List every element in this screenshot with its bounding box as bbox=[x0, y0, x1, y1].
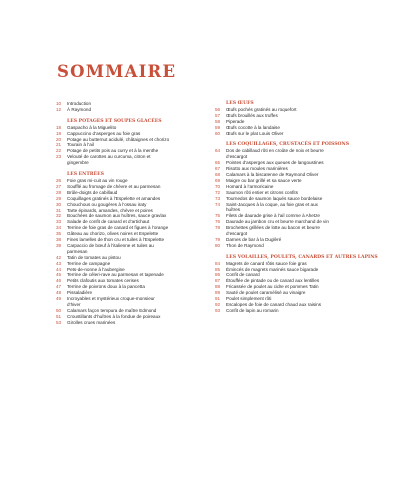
toc-entry bbox=[56, 160, 216, 166]
section-heading: LES VOLAILLES, POULETS, CANARDS ET AUTRES LAPINS bbox=[226, 254, 378, 260]
entry-title: Risotto aux moules marinières bbox=[226, 166, 288, 172]
page-number: 60 bbox=[215, 130, 221, 136]
entry-title: Fines lamelles de thon cru et tuiles à l’Espelette bbox=[67, 237, 165, 243]
entry-title: Brochettes grillées de lotte au bacon et beurre bbox=[226, 225, 320, 231]
page-number: 27 bbox=[56, 183, 62, 189]
page-number: 47 bbox=[56, 284, 62, 290]
entry-title: Potage de petits pois au curry et à la menthe bbox=[67, 148, 159, 154]
entry-title: Terrine de poivrons doux à la pancetta bbox=[67, 284, 145, 290]
page-number: 89 bbox=[215, 290, 221, 296]
entry-title: Potage au butternut acidulé, châtaignes et chorizo bbox=[67, 136, 170, 142]
entry-title: Œufs brouillés aux truffes bbox=[226, 112, 278, 118]
page-number: 10 bbox=[56, 101, 62, 106]
entry-title: Terrine de foie gras de canard et figues à l’orange bbox=[67, 225, 169, 231]
toc-entry bbox=[215, 243, 390, 249]
entry-title: Confit de canard bbox=[226, 272, 260, 278]
toc-entry bbox=[215, 308, 390, 314]
entry-title: Daurade au jambon cru et beurre marchand de vin bbox=[226, 219, 329, 225]
page-number: 50 bbox=[56, 307, 62, 313]
entry-title: Carpaccio de bœuf à l’italienne et tuiles au bbox=[67, 242, 154, 248]
entry-title: Dos de cabillaud rôti en croûte de noix et beurre bbox=[226, 148, 324, 154]
page-number: 75 bbox=[215, 213, 221, 219]
page-number: 22 bbox=[56, 148, 62, 154]
entry-title: Salade de confit de canard et d’artichaut bbox=[67, 219, 150, 225]
page-number: 58 bbox=[215, 118, 221, 124]
page-number: 28 bbox=[56, 189, 62, 195]
entry-title: gingembre bbox=[67, 160, 89, 166]
entry-title: huîtres bbox=[226, 207, 241, 213]
page-number: 85 bbox=[215, 266, 221, 272]
page-number: 51 bbox=[56, 313, 62, 319]
page-number: 20 bbox=[56, 136, 62, 142]
entry-title: Croustillants d’huîtres à la fondue de poireaux bbox=[67, 313, 161, 319]
entry-title: Cappuccino d’asperges au foie gras bbox=[67, 130, 141, 136]
page-number: 34 bbox=[56, 225, 62, 231]
entry-title: Piperade bbox=[226, 118, 245, 124]
entry-title: Velouté de carottes au curcuma, citron et bbox=[67, 154, 151, 160]
entry-title: Fricassée de poulet au cidre et pommes Tatin bbox=[226, 284, 319, 290]
section-heading: LES COQUILLAGES, CRUSTACÉS ET POISSONS bbox=[226, 142, 350, 148]
page-number: 59 bbox=[215, 124, 221, 130]
toc-entry bbox=[56, 320, 216, 326]
page-number: 56 bbox=[215, 106, 221, 112]
entry-title: Escalopes de foie de canard chaud aux raisins bbox=[226, 302, 321, 307]
page-number: 70 bbox=[215, 183, 221, 189]
entry-title: Émincés de magrets marinés sauce bigarade bbox=[226, 266, 319, 272]
entry-title: Pissaladière bbox=[67, 290, 93, 296]
entry-title: Soufflé au fromage de chèvre et au parmesan bbox=[67, 183, 161, 189]
entry-title: d’escargot bbox=[226, 231, 248, 237]
entry-title: Terrine de céleri-rave au parmesan et tapenade bbox=[67, 272, 164, 278]
page-number: 68 bbox=[215, 171, 221, 177]
page-number: 33 bbox=[56, 219, 62, 225]
entry-title: Pointes d’asperges aux queues de langoustines bbox=[226, 160, 324, 166]
entry-title: Petits clafoutis aux tomates cerises bbox=[67, 278, 139, 284]
page-number: 29 bbox=[56, 195, 62, 201]
entry-title: Œufs sur le plat Louis Oliver bbox=[226, 130, 284, 136]
page-number: 43 bbox=[56, 260, 62, 266]
entry-title: Maigre ou bar grillé et sa sauce verte bbox=[226, 177, 302, 183]
page-number: 65 bbox=[215, 160, 221, 166]
entry-title: Brûle-doigts de cabillaud bbox=[67, 189, 118, 195]
page-number: 23 bbox=[56, 154, 62, 160]
entry-title: d’escargot bbox=[226, 154, 248, 160]
page-number: 87 bbox=[215, 278, 221, 284]
page-number: 53 bbox=[56, 319, 62, 325]
entry-title: Tatin de tomates au pistou bbox=[67, 254, 121, 260]
page-number: 73 bbox=[215, 195, 221, 201]
page-number: 91 bbox=[215, 296, 221, 302]
entry-title: Foie gras mi-cuit au vin rouge bbox=[67, 177, 128, 183]
entry-title: Œufs pochés gratinés au roquefort bbox=[226, 106, 297, 112]
page-number: 93 bbox=[215, 307, 221, 313]
entry-title: Tarte épinards, amandes, chèvre et poires bbox=[67, 207, 153, 213]
page-number: 78 bbox=[215, 225, 221, 231]
entry-title: Magrets de canard rôtis sauce foie gras bbox=[226, 260, 307, 266]
entry-title: À Raymond bbox=[67, 106, 92, 112]
page-number: 31 bbox=[56, 207, 62, 213]
page-number: 49 bbox=[56, 296, 62, 302]
page-number: 18 bbox=[56, 130, 62, 136]
page-number: 80 bbox=[215, 242, 221, 248]
entry-title: Calamars façon tempura de maître Edmond bbox=[67, 307, 157, 313]
entry-title: Terrine de campagne bbox=[67, 260, 111, 266]
entry-title: Confit de lapin au romarin bbox=[226, 307, 279, 313]
entry-title: Gaspacho à la Miguelito bbox=[67, 124, 117, 130]
page-number: 92 bbox=[215, 302, 221, 307]
entry-title: Œufs cocotte à la landaise bbox=[226, 124, 280, 130]
entry-title: Saint-Jacques à la coque, au foie gras et aux bbox=[226, 201, 318, 207]
section-heading: LES ENTRÉES bbox=[67, 172, 104, 178]
page-number: 79 bbox=[215, 236, 221, 242]
entry-title: Filets de daurade grise à l’ail comme à Ahetze bbox=[226, 213, 320, 219]
page-number: 42 bbox=[56, 254, 62, 260]
page-number: 18 bbox=[56, 124, 62, 130]
entry-title: Pets-de-nonne à l’aubergine bbox=[67, 266, 125, 272]
toc-entry bbox=[56, 107, 216, 113]
page-number: 69 bbox=[215, 177, 221, 183]
page-number: 86 bbox=[215, 272, 221, 278]
entry-title: Homard à l’armoricaine bbox=[226, 183, 274, 189]
entry-title: Poulet simplement rôti bbox=[226, 296, 272, 302]
entry-title: Tourain à l’ail bbox=[67, 142, 94, 148]
right-column bbox=[215, 101, 390, 314]
page-number: 84 bbox=[215, 260, 221, 266]
entry-title: Chouchous ou gougères à l’ossau iraty bbox=[67, 201, 147, 207]
entry-title: Tournedos de saumon laqués sauce bordelaise bbox=[226, 195, 323, 201]
entry-title: Girolles crues marinées bbox=[67, 319, 116, 325]
entry-title: parmesan bbox=[67, 248, 88, 254]
page-number: 45 bbox=[56, 272, 62, 278]
entry-title: d’hiver bbox=[67, 302, 81, 307]
page-number: 30 bbox=[56, 201, 62, 207]
page-number: 64 bbox=[215, 148, 221, 154]
page-number: 39 bbox=[56, 242, 62, 248]
page-number: 48 bbox=[56, 290, 62, 296]
page-title: SOMMAIRE bbox=[57, 62, 177, 81]
page-number: 44 bbox=[56, 266, 62, 272]
page-number: 46 bbox=[56, 278, 62, 284]
page-number: 76 bbox=[215, 219, 221, 225]
page-number: 35 bbox=[56, 231, 62, 237]
entry-title: Bouchées de saumon aux huîtres, sauce gravlax bbox=[67, 213, 167, 219]
entry-title: Coquillages gratinés à l’Espelette et amandes bbox=[67, 195, 161, 201]
entry-title: Calamars à la biscaïenne de Raymond Oliver bbox=[226, 171, 319, 177]
page-number: 67 bbox=[215, 166, 221, 172]
page-number: 12 bbox=[56, 106, 62, 112]
entry-title: Gâteau au chorizo, olives noires et Espelette bbox=[67, 231, 159, 237]
page-number: 72 bbox=[215, 189, 221, 195]
entry-title: Thon de Raymond bbox=[226, 242, 264, 248]
page-number: 38 bbox=[56, 237, 62, 243]
entry-title: Étouffée de pintade ou de canard aux lentilles bbox=[226, 278, 320, 284]
page-number: 74 bbox=[215, 201, 221, 207]
page-number: 57 bbox=[215, 112, 221, 118]
entry-title: Incroyables et mystérieux croque-monsieur bbox=[67, 296, 155, 302]
left-column bbox=[56, 101, 216, 326]
section-heading: LES POTAGES ET SOUPES GLACÉES bbox=[67, 118, 162, 124]
section-heading: LES ŒUFS bbox=[226, 101, 254, 106]
page-number: 32 bbox=[56, 213, 62, 219]
page-number: 21 bbox=[56, 142, 62, 148]
page-number bbox=[56, 160, 67, 166]
entry-title: Introduction bbox=[67, 101, 92, 106]
entry-title: Sauté de poulet caramélisé au vinaigre bbox=[226, 290, 306, 296]
page-number: 88 bbox=[215, 284, 221, 290]
entry-title: Darnes de bar à la Duglèré bbox=[226, 236, 282, 242]
entry-title: Saumon rôti entier et citrons confits bbox=[226, 189, 299, 195]
toc-entry bbox=[215, 131, 390, 137]
page-number: 26 bbox=[56, 177, 62, 183]
